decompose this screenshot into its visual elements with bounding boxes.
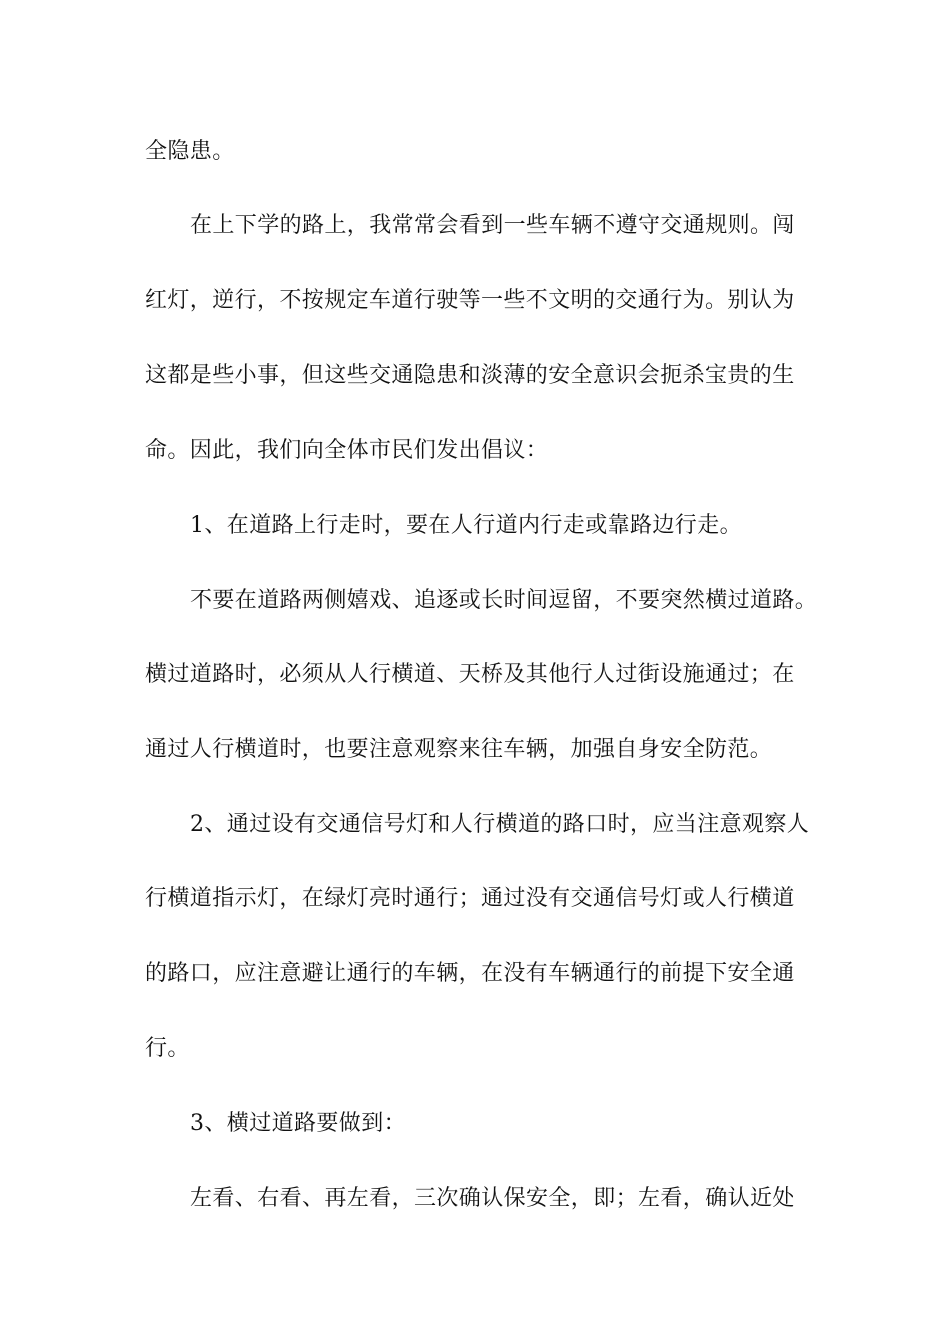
text-line-6: 1、在道路上行走时，要在人行道内行走或靠路边行走。 [190,513,742,538]
text-line-2: 在上下学的路上，我常常会看到一些车辆不遵守交通规则。闯 [190,213,795,238]
text-line-3: 红灯，逆行，不按规定车道行驶等一些不文明的交通行为。别认为 [145,288,795,313]
text-line-15: 左看、右看、再左看，三次确认保安全，即；左看，确认近处 [190,1186,795,1211]
text-line-8: 横过道路时，必须从人行横道、天桥及其他行人过街设施通过；在 [145,662,795,687]
text-line-14: 3、横过道路要做到： [190,1111,406,1136]
text-line-7: 不要在道路两侧嬉戏、追逐或长时间逗留，不要突然横过道路。 [190,588,818,613]
text-line-10: 2、通过设有交通信号灯和人行横道的路口时，应当注意观察人 [190,812,810,837]
text-line-4: 这都是些小事，但这些交通隐患和淡薄的安全意识会扼杀宝贵的生 [145,363,795,388]
text-line-11: 行横道指示灯，在绿灯亮时通行；通过没有交通信号灯或人行横道 [145,886,795,911]
text-line-5: 命。因此，我们向全体市民们发出倡议： [145,438,549,463]
text-line-1: 全隐患。 [145,139,235,164]
text-line-13: 行。 [145,1036,190,1061]
text-line-9: 通过人行横道时，也要注意观察来往车辆，加强自身安全防范。 [145,737,773,762]
text-line-12: 的路口，应注意避让通行的车辆，在没有车辆通行的前提下安全通 [145,961,795,986]
